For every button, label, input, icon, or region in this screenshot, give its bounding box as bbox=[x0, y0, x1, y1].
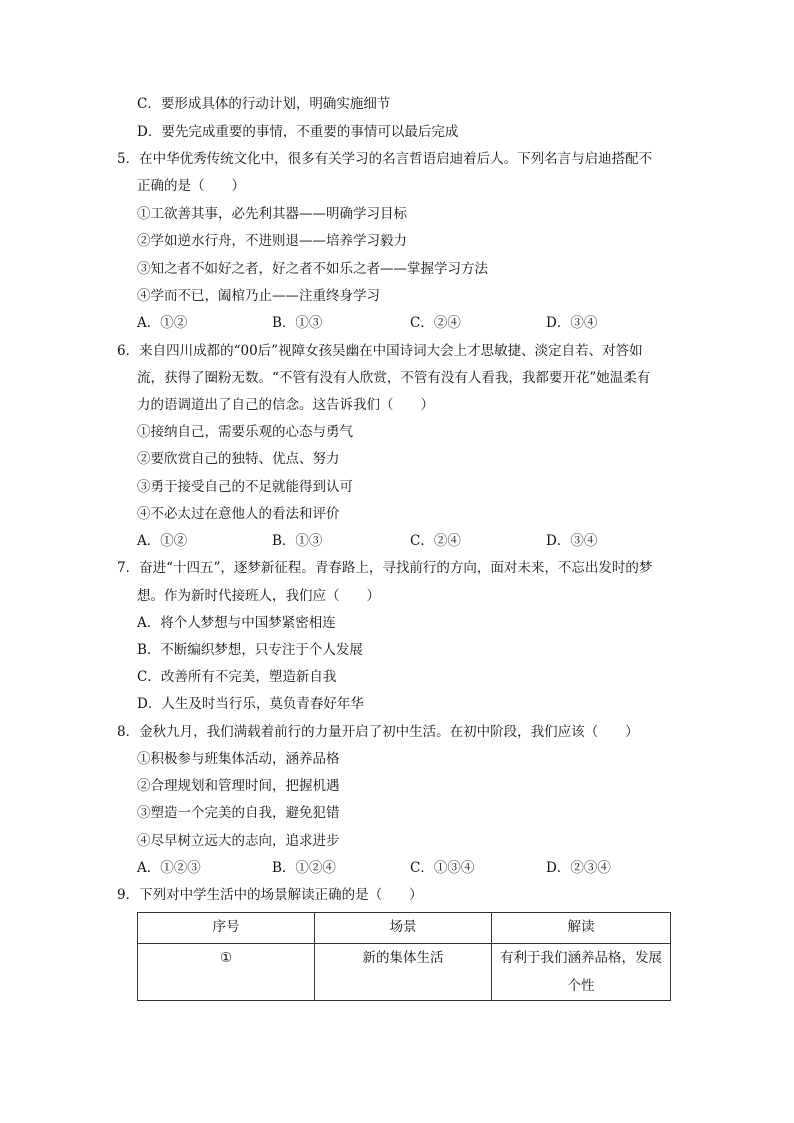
table-cell-interpretation: 有利于我们涵养品格，发展个性 bbox=[492, 944, 671, 1001]
q6-stem-line-3: 力的语调道出了自己的信念。这告诉我们（ ） bbox=[137, 397, 434, 413]
q6-item-2: ②要欣赏自己的独特、优点、努力 bbox=[137, 451, 340, 467]
q7-option-a: A．将个人梦想与中国梦紧密相连 bbox=[137, 615, 336, 631]
q5-item-4: ④学而不已，阖棺乃止——注重终身学习 bbox=[137, 288, 380, 304]
q8-option-a: A．①②③ bbox=[137, 860, 201, 876]
table-header-index: 序号 bbox=[138, 913, 315, 944]
q7-option-c: C．改善所有不完美，塑造新自我 bbox=[137, 669, 337, 685]
q5-option-d: D．③④ bbox=[546, 315, 598, 331]
q5-option-a: A．①② bbox=[137, 315, 188, 331]
q6-option-b: B．①③ bbox=[272, 533, 323, 549]
q7-stem-line-2: 想。作为新时代接班人，我们应（ ） bbox=[137, 588, 380, 604]
q6-option-c: C．②④ bbox=[410, 533, 461, 549]
q6-option-d: D．③④ bbox=[546, 533, 598, 549]
q9-scene-table bbox=[137, 912, 671, 1001]
q8-item-3: ③塑造一个完美的自我，避免犯错 bbox=[137, 805, 340, 821]
q8-item-2: ②合理规划和管理时间，把握机遇 bbox=[137, 778, 340, 794]
q5-stem-line-1: 5．在中华优秀传统文化中，很多有关学习的名言哲语启迪着后人。下列名言与启迪搭配不 bbox=[117, 151, 653, 167]
q6-item-1: ①接纳自己，需要乐观的心态与勇气 bbox=[137, 424, 353, 440]
q8-item-4: ④尽早树立远大的志向，追求进步 bbox=[137, 833, 340, 849]
q8-option-c: C．①③④ bbox=[410, 860, 475, 876]
table-header-scene: 场景 bbox=[315, 913, 492, 944]
q7-option-b: B．不断编织梦想，只专注于个人发展 bbox=[137, 642, 363, 658]
q6-item-4: ④不必太过在意他人的看法和评价 bbox=[137, 506, 340, 522]
q8-item-1: ①积极参与班集体活动，涵养品格 bbox=[137, 751, 340, 767]
q6-option-a: A．①② bbox=[137, 533, 188, 549]
table-header-row bbox=[138, 913, 671, 944]
q5-option-b: B．①③ bbox=[272, 315, 323, 331]
q6-stem-line-1: 6．来自四川成都的“00后”视障女孩吴幽在中国诗词大会上才思敏捷、淡定自若、对答如 bbox=[117, 343, 643, 359]
q4-option-c: C．要形成具体的行动计划，明确实施细节 bbox=[137, 96, 391, 112]
q5-item-3: ③知之者不如好之者，好之者不如乐之者——掌握学习方法 bbox=[137, 261, 488, 277]
q5-item-1: ①工欲善其事，必先利其器——明确学习目标 bbox=[137, 206, 407, 222]
q6-stem-line-2: 流，获得了圈粉无数。“不管有没有人欣赏，不管有没有人看我，我都要开花”她温柔有 bbox=[137, 370, 651, 386]
q8-option-d: D．②③④ bbox=[546, 860, 611, 876]
q5-stem-line-2: 正确的是（ ） bbox=[137, 178, 245, 194]
table-row bbox=[138, 944, 671, 1001]
q4-option-d: D．要先完成重要的事情，不重要的事情可以最后完成 bbox=[137, 124, 459, 140]
q7-stem-line-1: 7．奋进“十四五”，逐梦新征程。青春路上，寻找前行的方向，面对未来，不忘出发时的梦 bbox=[117, 560, 653, 576]
table-cell-scene: 新的集体生活 bbox=[315, 944, 492, 1001]
table-header-interpretation: 解读 bbox=[492, 913, 671, 944]
q7-option-d: D．人生及时当行乐，莫负青春好年华 bbox=[137, 696, 364, 712]
q8-option-b: B．①②④ bbox=[272, 860, 336, 876]
q5-item-2: ②学如逆水行舟，不进则退——培养学习毅力 bbox=[137, 233, 407, 249]
q5-option-c: C．②④ bbox=[410, 315, 461, 331]
q6-item-3: ③勇于接受自己的不足就能得到认可 bbox=[137, 479, 353, 495]
q8-stem-line-1: 8．金秋九月，我们满载着前行的力量开启了初中生活。在初中阶段，我们应该（ ） bbox=[117, 724, 639, 740]
q9-stem-line-1: 9．下列对中学生活中的场景解读正确的是（ ） bbox=[117, 887, 423, 903]
table-cell-index: ① bbox=[138, 944, 315, 1001]
